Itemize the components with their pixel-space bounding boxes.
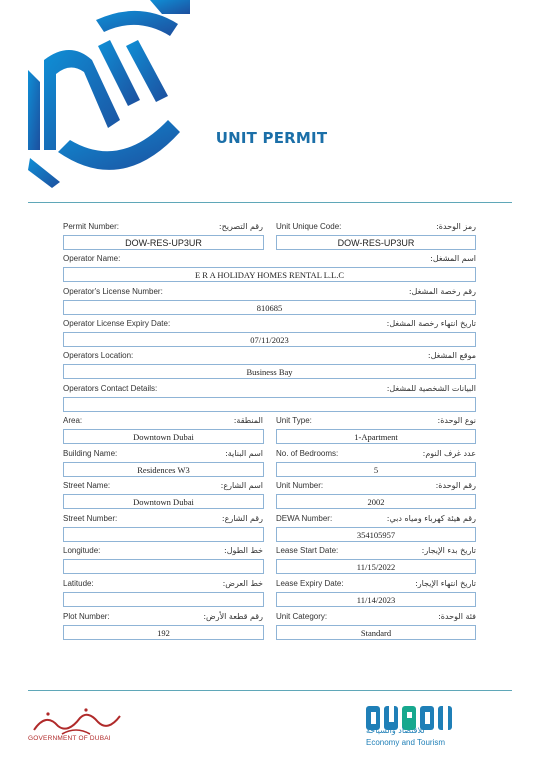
street-number-label-ar: رقم الشارع: — [221, 514, 263, 523]
dewa-number-value: 354105957 — [276, 527, 476, 542]
building-name-value: Residences W3 — [63, 462, 264, 477]
plot-number-value: 192 — [63, 625, 264, 640]
lease-expiry-label: Lease Expiry Date: — [276, 579, 344, 588]
license-expiry-value: 07/11/2023 — [63, 332, 476, 347]
unit-category-label-ar: فئة الوحدة: — [438, 612, 476, 621]
street-name-label-ar: اسم الشارع: — [220, 481, 263, 490]
economy-tourism-arabic: للاقتصاد والسياحة — [366, 726, 425, 735]
unit-code-label: Unit Unique Code: — [276, 222, 342, 231]
top-divider — [28, 202, 512, 203]
lease-expiry-value: 11/14/2023 — [276, 592, 476, 607]
dubai-calligraphy-logo — [0, 0, 200, 190]
license-number-label: Operator's License Number: — [63, 287, 163, 296]
license-number-label-ar: رقم رخصة المشغل: — [408, 287, 476, 296]
area-label: Area: — [63, 416, 83, 425]
operator-name-label: Operator Name: — [63, 254, 121, 263]
longitude-label-ar: خط الطول: — [224, 546, 263, 555]
unit-category-value: Standard — [276, 625, 476, 640]
unit-type-label-ar: نوع الوحدة: — [437, 416, 476, 425]
permit-number-label-ar: رقم التصريح: — [218, 222, 263, 231]
page-title: UNIT PERMIT — [215, 129, 328, 147]
street-number-label: Street Number: — [63, 514, 118, 523]
area-label-ar: المنطقة: — [233, 416, 263, 425]
street-number-value — [63, 527, 264, 542]
license-expiry-label: Operator License Expiry Date: — [63, 319, 171, 328]
government-of-dubai-text: GOVERNMENT OF DUBAI — [28, 735, 111, 742]
bedrooms-label-ar: عدد غرف النوم: — [422, 449, 476, 458]
street-name-value: Downtown Dubai — [63, 494, 264, 509]
contact-label: Operators Contact Details: — [63, 384, 158, 393]
latitude-label-ar: خط العرض: — [222, 579, 263, 588]
latitude-label: Latitude: — [63, 579, 94, 588]
bottom-divider — [28, 690, 512, 691]
longitude-value — [63, 559, 264, 574]
longitude-label: Longitude: — [63, 546, 101, 555]
unit-code-value: DOW-RES-UP3UR — [276, 235, 476, 250]
permit-number-value: DOW-RES-UP3UR — [63, 235, 264, 250]
building-name-label-ar: اسم البناية: — [225, 449, 263, 458]
location-label: Operators Location: — [63, 351, 134, 360]
building-name-label: Building Name: — [63, 449, 118, 458]
unit-code-label-ar: رمز الوحدة: — [436, 222, 476, 231]
bedrooms-value: 5 — [276, 462, 476, 477]
plot-number-label-ar: رقم قطعة الأرض: — [203, 612, 263, 621]
contact-value — [63, 397, 476, 412]
lease-start-label-ar: تاريخ بدء الإيجار: — [421, 546, 476, 555]
unit-type-value: 1-Apartment — [276, 429, 476, 444]
unit-type-label: Unit Type: — [276, 416, 312, 425]
latitude-value — [63, 592, 264, 607]
license-expiry-label-ar: تاريخ انتهاء رخصة المشغل: — [386, 319, 476, 328]
plot-number-label: Plot Number: — [63, 612, 110, 621]
unit-category-label: Unit Category: — [276, 612, 328, 621]
contact-label-ar: البيانات الشخصية للمشغل: — [386, 384, 476, 393]
lease-start-value: 11/15/2022 — [276, 559, 476, 574]
permit-number-label: Permit Number: — [63, 222, 120, 231]
dewa-number-label: DEWA Number: — [276, 514, 333, 523]
dewa-number-label-ar: رقم هيئة كهرباء ومياه دبي: — [386, 514, 476, 523]
dubai-economy-tourism-logo — [364, 694, 464, 744]
area-value: Downtown Dubai — [63, 429, 264, 444]
lease-start-label: Lease Start Date: — [276, 546, 339, 555]
bedrooms-label: No. of Bedrooms: — [276, 449, 339, 458]
unit-number-label-ar: رقم الوحدة: — [435, 481, 476, 490]
operator-name-label-ar: اسم المشغل: — [430, 254, 476, 263]
unit-number-value: 2002 — [276, 494, 476, 509]
location-label-ar: موقع المشغل: — [427, 351, 476, 360]
operator-name-value: E R A HOLIDAY HOMES RENTAL L.L.C — [63, 267, 476, 282]
lease-expiry-label-ar: تاريخ انتهاء الإيجار: — [415, 579, 476, 588]
street-name-label: Street Name: — [63, 481, 111, 490]
license-number-value: 810685 — [63, 300, 476, 315]
economy-tourism-english: Economy and Tourism — [366, 738, 445, 747]
unit-number-label: Unit Number: — [276, 481, 324, 490]
location-value: Business Bay — [63, 364, 476, 379]
